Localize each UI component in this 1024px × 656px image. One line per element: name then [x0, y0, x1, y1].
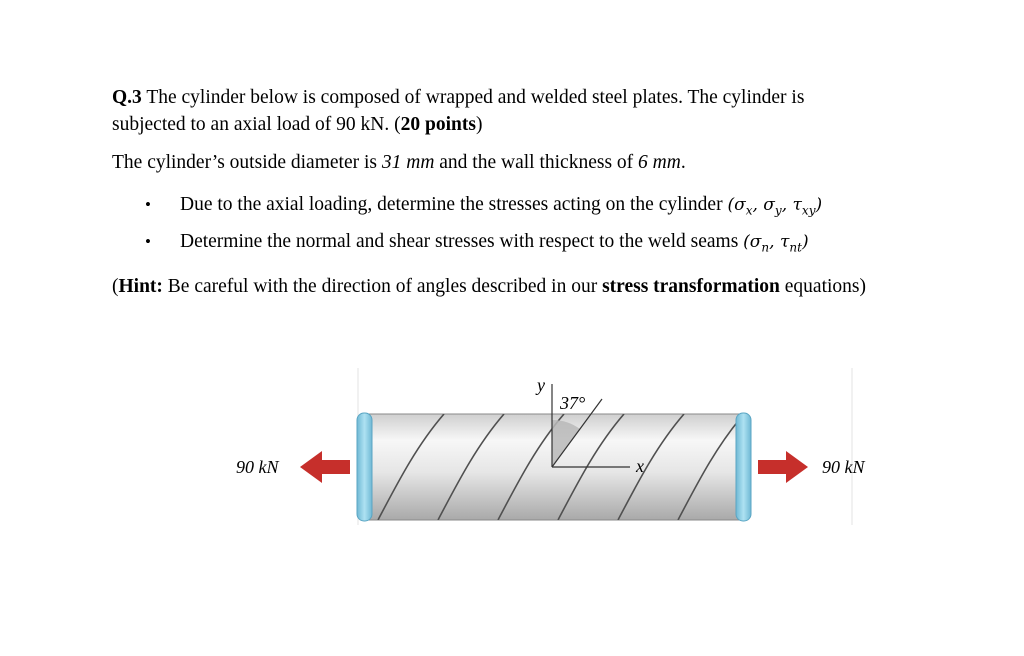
dimensions-middle: and the wall thickness of [434, 152, 639, 173]
right-load-label: 90 kN [822, 457, 865, 477]
question-text-1: The cylinder below is composed of wrapped and welded steel plates. The cylinder is [141, 87, 805, 108]
diameter-value: 31 mm [381, 152, 435, 173]
bullet-icon: • [145, 232, 151, 252]
end-cap-left [357, 413, 372, 521]
question-text-2: subjected to an axial load of 90 kN. ( [112, 114, 401, 135]
hint-end: equations) [779, 275, 866, 297]
stress-symbols: ($\sigma_x$, $\sigma_y$, $\tau_{xy}$) [727, 195, 823, 218]
question-close-paren: ) [475, 114, 483, 135]
x-axis-label: x [636, 456, 644, 476]
left-arrow-icon [300, 451, 350, 483]
angle-label: 37° [560, 393, 586, 413]
y-axis-label: y [537, 375, 545, 395]
question-points: 20 points [400, 114, 476, 135]
hint-label: Hint: [118, 275, 163, 297]
thickness-value: 6 mm [638, 152, 681, 173]
bullet-icon: • [145, 195, 151, 214]
question-number: Q.3 [112, 87, 142, 108]
task-text: Determine the normal and shear stresses with respect to the weld seams [180, 231, 744, 253]
hint-bold: stress transformation [602, 275, 780, 297]
dimensions-suffix: . [680, 152, 686, 173]
end-cap-right [736, 413, 751, 521]
hint-open: ( [112, 275, 119, 297]
dimensions-prefix: The cylinder’s outside diameter is [112, 152, 382, 173]
task-text: Due to the axial loading, determine the stresses acting on the cylinder [180, 194, 728, 215]
left-load-label: 90 kN [236, 457, 279, 477]
right-arrow-icon [758, 451, 808, 483]
weld-stress-symbols: ($\sigma_n$, $\tau_{nt}$) [743, 232, 809, 255]
hint-text: Be careful with the direction of angles described in our [162, 275, 603, 297]
